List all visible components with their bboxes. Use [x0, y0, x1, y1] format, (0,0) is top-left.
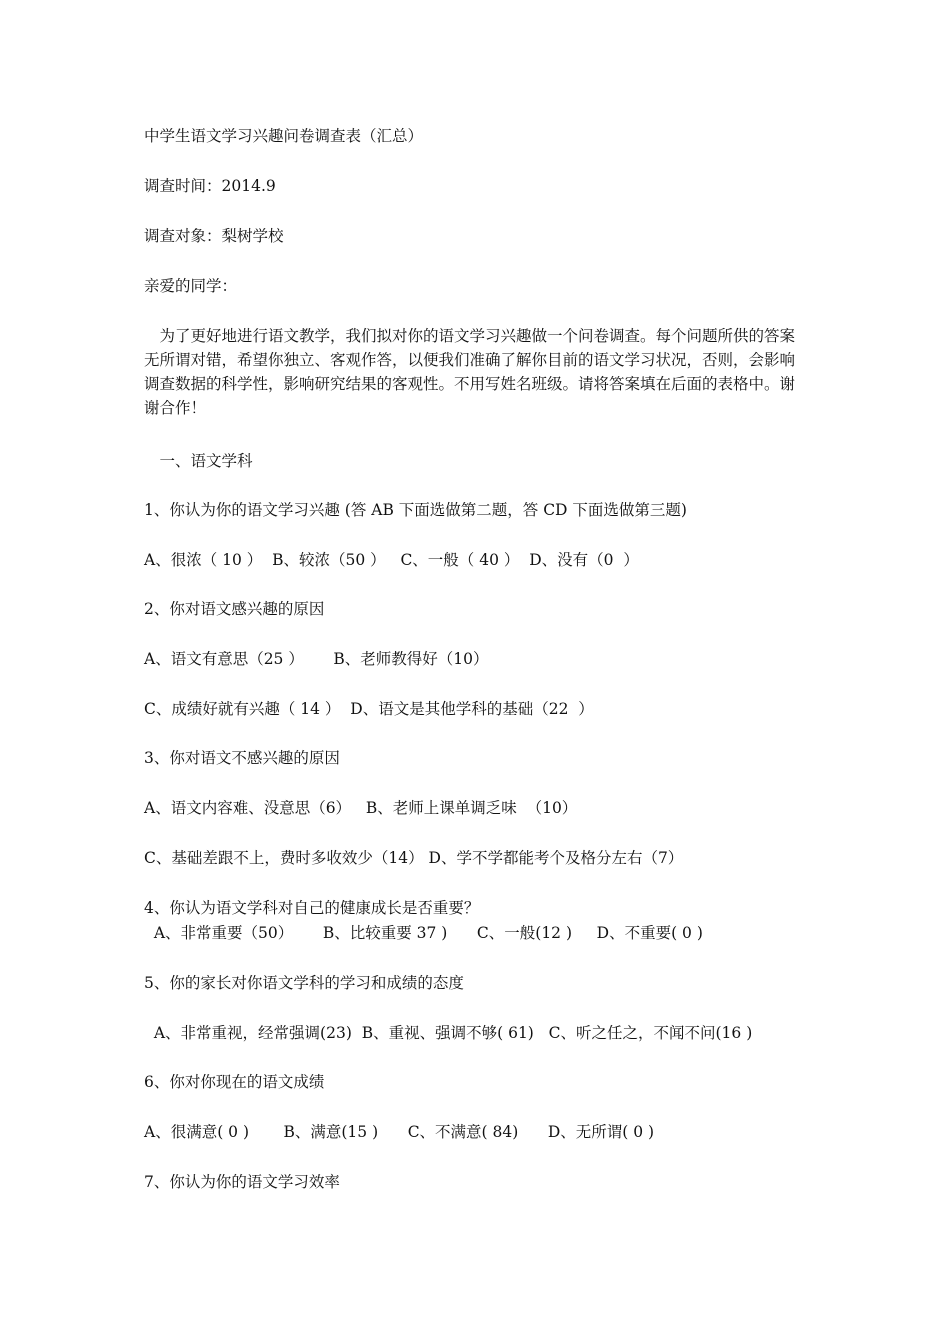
survey-time: 调查时间：2014.9	[144, 177, 276, 195]
question-2-options-ab: A、语文有意思（25 ） B、老师教得好（10）	[144, 650, 489, 668]
question-5: 5、你的家长对你语文学科的学习和成绩的态度	[144, 974, 464, 992]
document-title: 中学生语文学习兴趣问卷调查表（汇总）	[144, 127, 424, 145]
question-4-options: A、非常重要（50） B、比较重要 37 ) C、一般(12 ) D、不重要( 0 )	[144, 924, 703, 942]
question-1-options: A、很浓（ 10 ） B、较浓（50 ） C、一般（ 40 ） D、没有（0 ）	[144, 551, 639, 569]
intro-paragraph: 为了更好地进行语文教学，我们拟对你的语文学习兴趣做一个问卷调查。每个问题所供的答案无所谓对错，希望你独立、客观作答，以便我们准确了解你目前的语文学习状况，否则，会影响调查数据的科学性，影响研究结果的客观性。不用写姓名班级。请将答案填在后面的表格中。谢谢合作！	[144, 327, 796, 417]
question-4: 4、你认为语文学科对自己的健康成长是否重要？	[144, 899, 480, 917]
section-heading: 一、语文学科	[144, 452, 253, 470]
question-1: 1、你认为你的语文学习兴趣 (答 AB 下面选做第二题，答 CD 下面选做第三题)	[144, 501, 687, 519]
question-3-options-ab: A、语文内容难、没意思（6） B、老师上课单调乏味 （10）	[144, 799, 578, 817]
question-6-options: A、很满意( 0 ) B、满意(15 ) C、不满意( 84) D、无所谓( 0 )	[144, 1123, 655, 1141]
question-3: 3、你对语文不感兴趣的原因	[144, 749, 340, 767]
question-7: 7、你认为你的语文学习效率	[144, 1173, 340, 1191]
greeting: 亲爱的同学：	[144, 277, 238, 295]
question-5-options: A、非常重视，经常强调(23) B、重视、强调不够( 61) C、听之任之，不闻不问(16 )	[144, 1024, 753, 1042]
survey-target: 调查对象：梨树学校	[144, 227, 284, 245]
question-3-options-cd: C、基础差跟不上，费时多收效少（14） D、学不学都能考个及格分左右（7）	[144, 849, 684, 867]
question-2: 2、你对语文感兴趣的原因	[144, 600, 325, 618]
question-2-options-cd: C、成绩好就有兴趣（ 14 ） D、语文是其他学科的基础（22 ）	[144, 700, 594, 718]
question-6: 6、你对你现在的语文成绩	[144, 1073, 325, 1091]
